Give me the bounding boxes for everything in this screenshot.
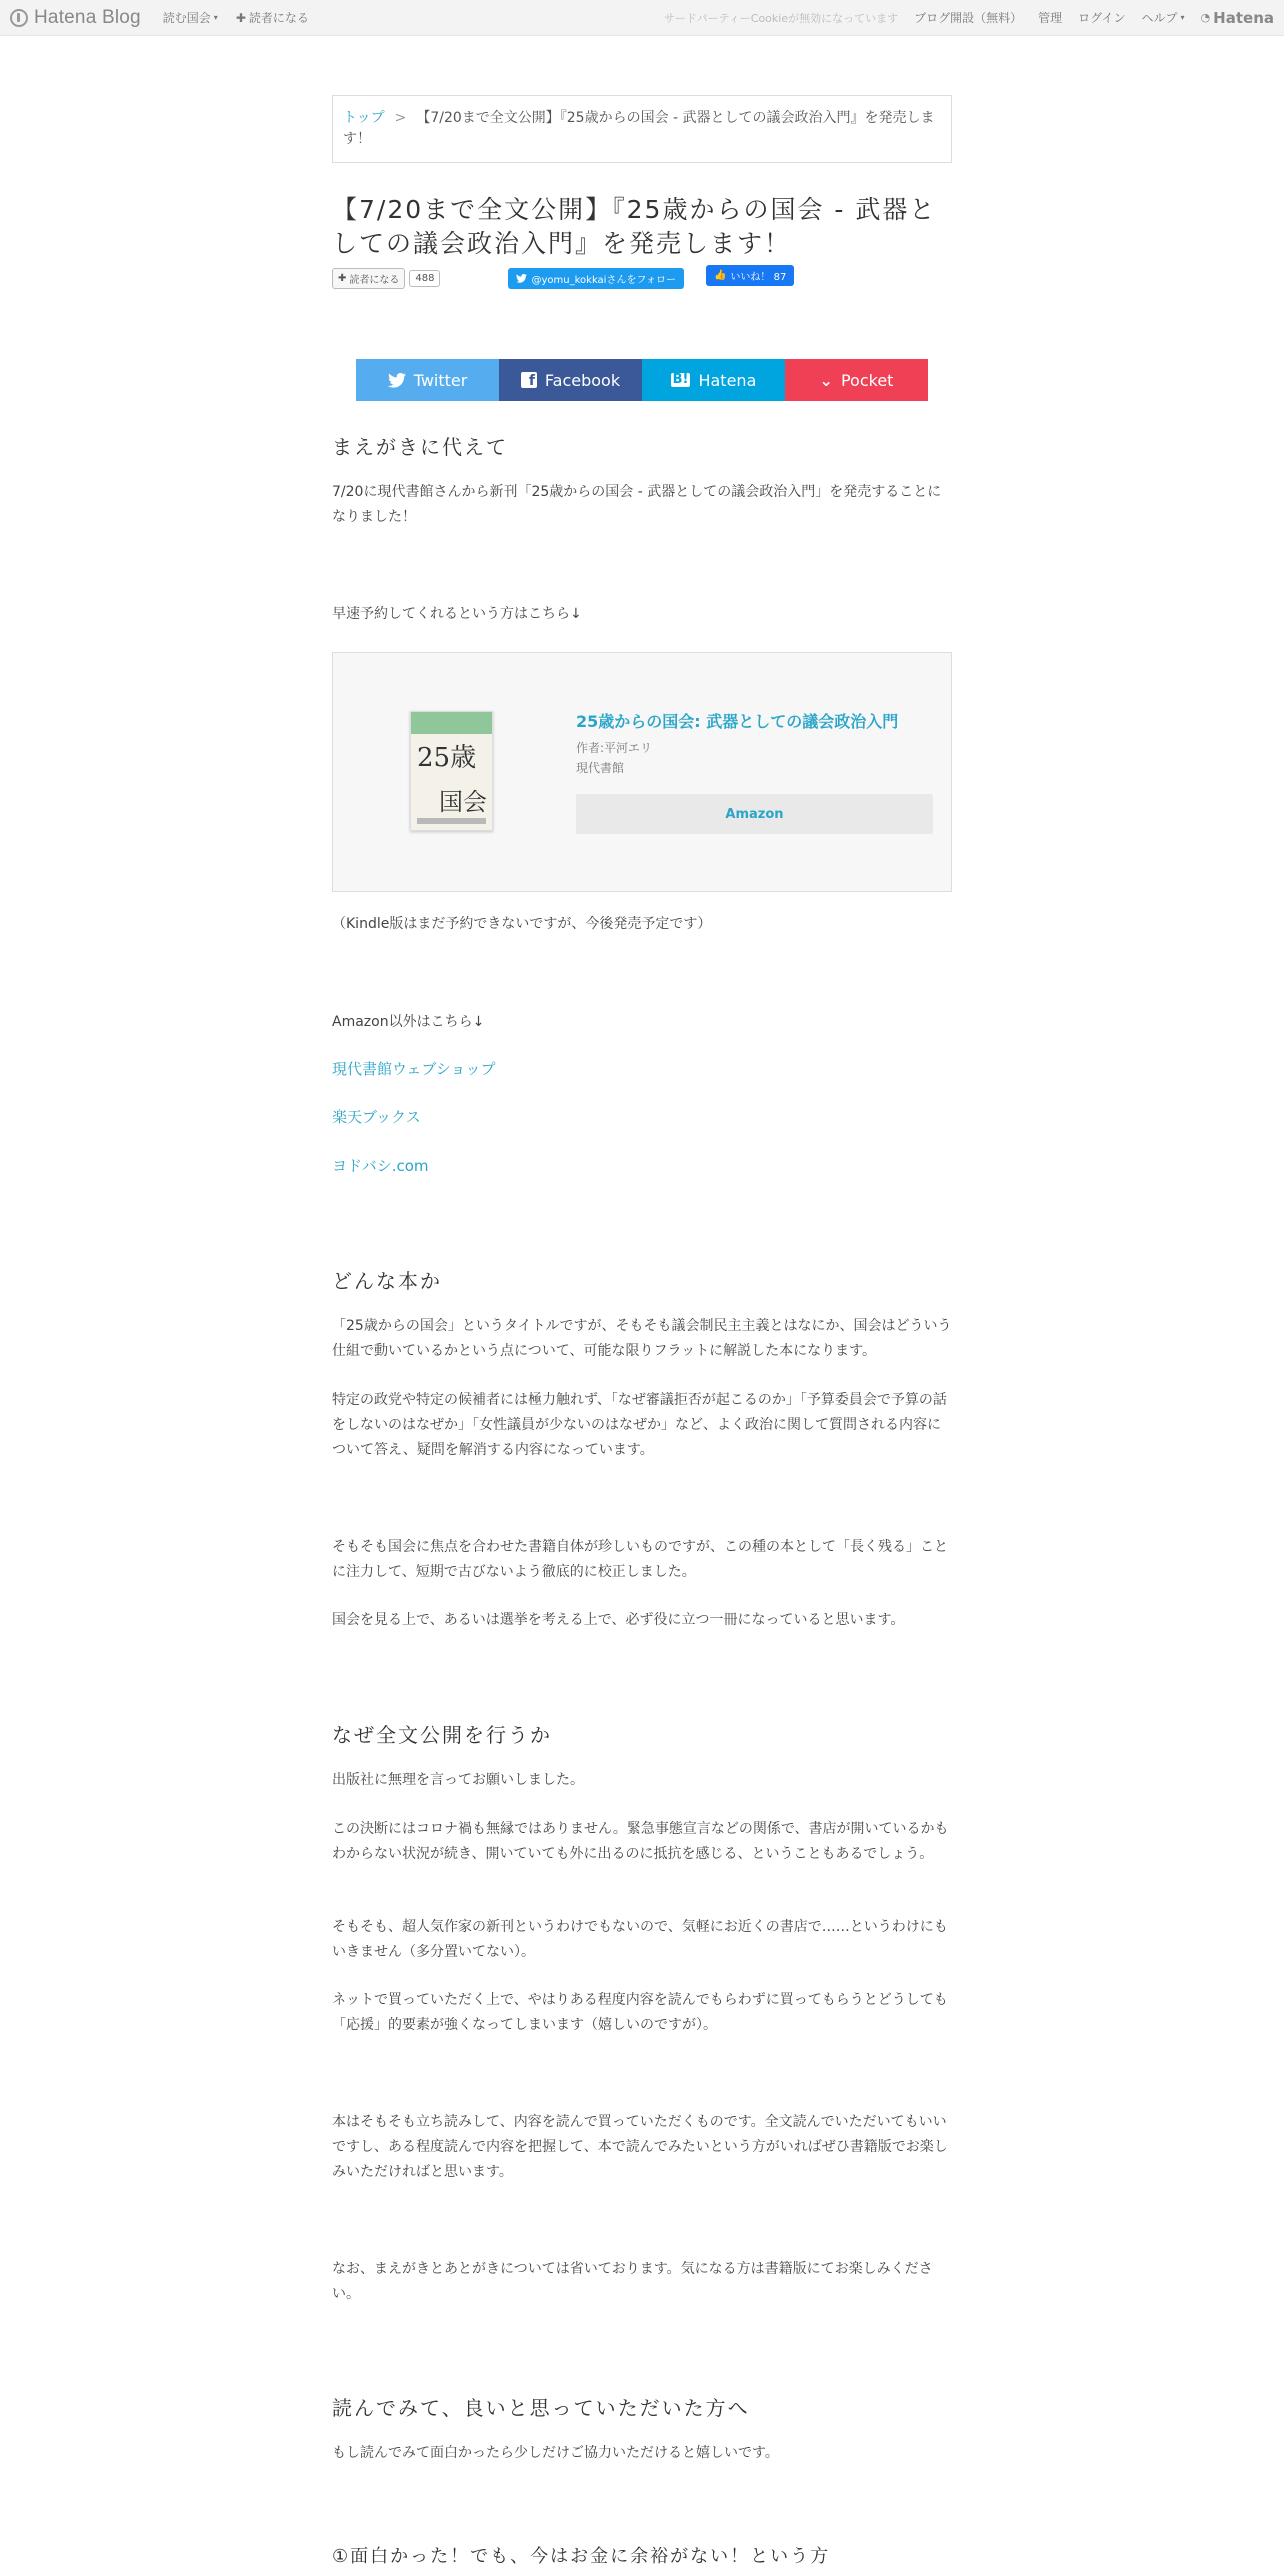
yodobashi-link[interactable]: ヨドバシ.com (332, 1157, 429, 1175)
section-heading-why-full-text: なぜ全文公開を行うか (332, 1723, 552, 1747)
entry-title[interactable]: 【7/20まで全文公開】『25歳からの国会 - 武器としての議会政治入門』を発売します！ (332, 195, 937, 258)
section-heading-about: どんな本か (332, 1269, 442, 1293)
facebook-icon: f (521, 372, 537, 388)
paragraph: この決断にはコロナ禍も無縁ではありません。緊急事態宣言などの関係で、書店が開いているかもわからない状況が続き、開いていても外に出るのに抵抗を感じる、ということもあるでしょう。 (332, 1821, 949, 1862)
help-menu[interactable] (1142, 9, 1185, 26)
share-pocket-button[interactable] (785, 359, 928, 401)
share-buttons (356, 359, 928, 401)
share-pocket-label: Pocket (840, 370, 894, 390)
paragraph: 国会を見る上で、あるいは選挙を考える上で、必ず役に立つ一冊になっていると思います。 (332, 1612, 905, 1628)
entry-content (332, 95, 952, 401)
paragraph: 早速予約してくれるという方はこちら↓ (332, 606, 582, 622)
paragraph: （Kindle版はまだ予約できないですが、今後発売予定です） (332, 916, 712, 932)
paragraph: そもそも国会に焦点を合わせた書籍自体が珍しいものですが、この種の本として「長く残る」ことに注力して、短期で古びないよう徹底的に校正しました。 (332, 1539, 948, 1580)
hatena-link[interactable] (1201, 9, 1274, 27)
breadcrumb-current: 【7/20まで全文公開】『25歳からの国会 - 武器としての議会政治入門』を発売します！ (343, 110, 935, 147)
section-heading-support: 読んでみて、良いと思っていただいた方へ (332, 2396, 750, 2420)
section-heading-preface: まえがきに代えて (332, 435, 508, 459)
share-hatena-label: Hatena (698, 370, 757, 390)
hatena-text: Hatena (1213, 8, 1274, 27)
section-heading-option-1: ①面白かった！でも、今はお金に余裕がない！という方 (332, 2546, 831, 2567)
breadcrumb (332, 95, 952, 163)
subscribe-button[interactable] (332, 268, 405, 289)
paragraph: もし読んでみて面白かったら少しだけご協力いただけると嬉しいです。 (332, 2445, 779, 2461)
plus-icon: ✚ (338, 272, 347, 284)
admin-link[interactable]: 管理 (1038, 11, 1063, 25)
login-link[interactable]: ログイン (1078, 11, 1126, 25)
subscriber-count: 488 (409, 270, 440, 287)
thumbs-up-icon: 👍 (713, 269, 727, 281)
hatena-mark-icon: ◔ (1200, 11, 1211, 24)
global-header (0, 0, 1284, 36)
breadcrumb-top-link[interactable]: トップ (343, 110, 385, 126)
header-right (648, 9, 1274, 27)
cover-title-age: 25歳 (417, 743, 477, 773)
paragraph: 「25歳からの国会」というタイトルですが、そもそも議会制民主主義とはなにか、国会はどういう仕組で動いているかという点について、可能な限りフラットに解説した本になります。 (332, 1318, 952, 1359)
paragraph: 7/20に現代書館さんから新刊「25歳からの国会 - 武器としての議会政治入門」を発売することになりました！ (332, 484, 942, 525)
twitter-bird-icon (388, 373, 406, 388)
caret-down-icon: ▾ (1180, 13, 1185, 22)
amazon-button[interactable]: Amazon (576, 794, 933, 834)
cover-stripe (411, 712, 492, 734)
twitter-follow-label: @yomu_kokkaiさんをフォロー (531, 274, 676, 286)
paragraph: 出版社に無理を言ってお願いしました。 (332, 1772, 584, 1788)
share-twitter-button[interactable] (356, 359, 499, 401)
paragraph: ネットで買っていただく上で、やはりある程度内容を読んでもらわずに買ってもらうとどうしても「応援」的要素が強くなってしまいます（嬉しいのですが）。 (332, 1992, 948, 2033)
rakuten-books-link[interactable]: 楽天ブックス (332, 1108, 421, 1126)
help-label: ヘルプ (1141, 11, 1178, 25)
breadcrumb-separator: > (394, 110, 407, 126)
hatena-logo-icon (10, 9, 28, 27)
paragraph: Amazon以外はこちら↓ (332, 1014, 485, 1030)
subscribe-header-button[interactable] (236, 9, 309, 26)
share-hatena-button[interactable] (642, 359, 785, 401)
logo-text: Hatena Blog (34, 6, 141, 28)
subscribe-label: 読者になる (349, 274, 400, 286)
subscribe-header-label: 読者になる (248, 11, 309, 25)
hatena-bookmark-icon: B! (672, 372, 689, 387)
blog-name: 読む国会 (162, 11, 211, 25)
title-buttons (332, 267, 952, 289)
cover-title-kokkai: 国会 (439, 788, 487, 816)
gendaishokan-shop-link[interactable]: 現代書館ウェブショップ (332, 1060, 496, 1078)
plus-icon: ✚ (235, 10, 246, 25)
paragraph: なお、まえがきとあとがきについては省いております。気になる方は書籍版にてお楽しみください。 (332, 2261, 933, 2302)
product-title-link[interactable]: 25歳からの国会: 武器としての議会政治入門 (576, 712, 899, 731)
paragraph: 本はそもそも立ち読みして、内容を読んで買っていただくものです。全文読んでいただいてもいいですし、ある程度読んで内容を把握して、本で読んでみたいという方がいればぜひ書籍版でお楽しみいただければと思います。 (332, 2114, 948, 2180)
cookie-notice: サードパーティーCookieが無効になっています (663, 11, 899, 25)
twitter-bird-icon (516, 274, 527, 283)
blog-menu[interactable] (163, 9, 218, 26)
facebook-like-label: いいね！ 87 (730, 271, 787, 283)
share-facebook-button[interactable] (499, 359, 642, 401)
paragraph: 特定の政党や特定の候補者には極力触れず、「なぜ審議拒否が起こるのか」「予算委員会で予算の話をしないのはなぜか」「女性議員が少ないのはなぜか」など、よく政治に関して質問される内容について答え、疑問を解消する内容になっています。 (332, 1392, 947, 1458)
paragraph: そもそも、超人気作家の新刊というわけでもないので、気軽にお近くの書店で……というわけにもいきません（多分置いてない）。 (332, 1919, 948, 1960)
facebook-like-button[interactable] (706, 265, 794, 286)
create-blog-link[interactable]: ブログ開設（無料） (914, 11, 1023, 25)
twitter-follow-button[interactable] (508, 268, 683, 289)
product-author: 作者:平河エリ (576, 741, 653, 755)
pocket-icon: ⌄ (819, 370, 833, 390)
share-twitter-label: Twitter (413, 370, 468, 390)
product-publisher: 現代書館 (576, 761, 625, 775)
book-cover-image[interactable] (410, 711, 493, 831)
caret-down-icon: ▾ (213, 13, 218, 22)
amazon-product-card (332, 652, 952, 892)
cover-band (417, 818, 486, 824)
hatena-blog-logo[interactable] (10, 7, 141, 29)
share-facebook-label: Facebook (544, 370, 621, 390)
